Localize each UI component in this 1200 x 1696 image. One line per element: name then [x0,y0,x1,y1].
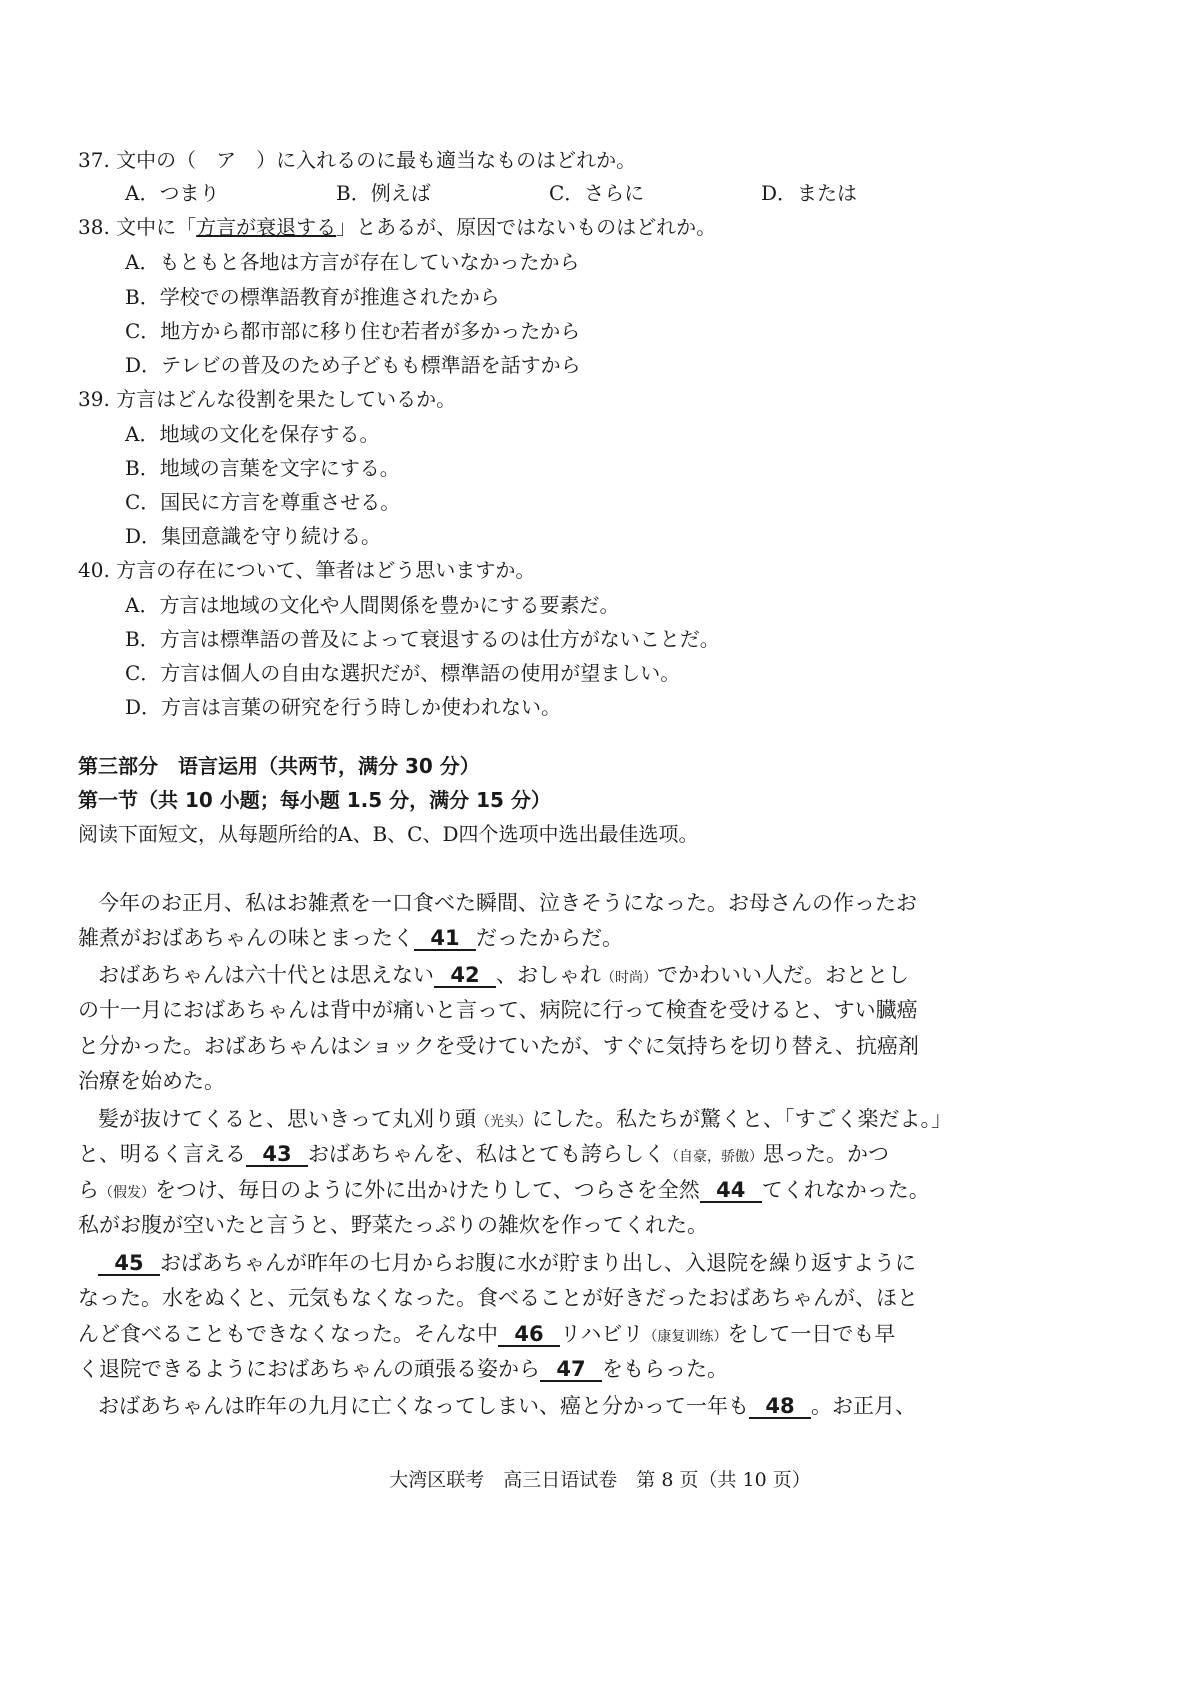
passage-line-13: んど食べることもできなくなった。そんな中 46 リハビリ（康复训练）をして一日でも早 [78,1322,896,1346]
question-40-option-b: B．方言は標準語の普及によって衰退するのは仕方がないことだ。 [125,627,720,651]
question-40-option-d: D．方言は言葉の研究を行う時しか使われない。 [125,695,562,719]
blank-42: 42 [434,964,496,988]
question-40-stem: 40. 方言の存在について、筆者はどう思いますか。 [78,558,536,582]
option-b: B．例えば [336,181,431,205]
option-d: D．または [761,181,858,205]
blank-43: 43 [246,1143,308,1167]
passage-line-15: おばあちゃんは昨年の九月に亡くなってしまい、癌と分かって一年も 48 。お正月、 [98,1394,916,1418]
page-footer: 大湾区联考 高三日语试卷 第 8 页（共 10 页） [389,1469,811,1491]
question-39-option-c: C．国民に方言を尊重させる。 [125,490,401,514]
question-40-option-c: C．方言は個人の自由な選択だが、標準語の使用が望ましい。 [125,661,681,685]
question-39-option-a: A．地域の文化を保存する。 [125,422,380,446]
option-c: C．さらに [549,181,645,205]
passage-line-6: 治療を始めた。 [78,1069,225,1093]
blank-44: 44 [700,1179,762,1203]
question-38-option-d: D．テレビの普及のため子どもも標準語を話すから [125,353,581,377]
passage-line-10: 私がお腹が空いたと言うと、野菜たっぷりの雑炊を作ってくれた。 [78,1213,708,1237]
question-38-option-b: B．学校での標準語教育が推進されたから [125,285,500,309]
passage-line-1: 今年のお正月、私はお雑煮を一口食べた瞬間、泣きそうになった。お母さんの作ったお [98,891,917,915]
passage-line-4: の十一月におばあちゃんは背中が痛いと言って、病院に行って検査を受けると、すい臓癌 [78,998,918,1022]
question-39-option-d: D．集団意識を守り続ける。 [125,524,382,548]
blank-46: 46 [498,1323,560,1347]
section-heading: 第三部分 语言运用（共两节，满分 30 分） [78,754,480,778]
question-38-option-a: A．もともと各地は方言が存在していなかったから [125,250,580,274]
passage-line-11: 45 おばあちゃんが昨年の七月からお腹に水が貯まり出し、入退院を繰り返すように [98,1250,916,1276]
passage-line-7: 髪が抜けてくると、思いきって丸刈り頭（光头）にした。私たちが驚くと、「すごく楽だよ。」 [98,1107,952,1131]
question-39-stem: 39. 方言はどんな役割を果たしているか。 [78,387,457,411]
passage-line-2: 雑煮がおばあちゃんの味とまったく 41 だったからだ。 [78,926,623,950]
blank-45: 45 [98,1252,160,1276]
passage-line-3: おばあちゃんは六十代とは思えない 42 、おしゃれ（时尚）でかわいい人だ。おととし [98,963,909,987]
passage-line-8: と、明るく言える 43 おばあちゃんを、私はとても誇らしく（自豪，骄傲）思った。かつ [78,1142,889,1166]
blank-47: 47 [540,1358,602,1382]
passage-line-9: ら（假发）をつけ、毎日のように外に出かけたりして、つらさを全然 44 てくれなかった。 [78,1178,930,1202]
question-40-option-a: A．方言は地域の文化や人間関係を豊かにする要素だ。 [125,593,620,617]
blank-48: 48 [749,1395,811,1419]
question-37-stem: 37. 文中の（ ア ）に入れるのに最も適当なものはどれか。 [78,148,637,172]
passage-line-14: く退院できるようにおばあちゃんの頑張る姿から 47 をもらった。 [78,1357,728,1381]
question-38-option-c: C．地方から都市部に移り住む若者が多かったから [125,319,581,343]
passage-line-12: なった。水をぬくと、元気もなくなった。食べることが好きだったおばあちゃんが、ほと [78,1286,918,1310]
blank-41: 41 [414,927,476,951]
passage-line-5: と分かった。おばあちゃんはショックを受けていたが、すぐに気持ちを切り替え、抗癌剤 [78,1034,919,1058]
option-a: A．つまり [125,181,220,205]
section-instruction: 阅读下面短文，从每题所给的A、B、C、D四个选项中选出最佳选项。 [78,822,699,846]
question-38-stem: 38. 文中に「方言が衰退する」とあるが、原因ではないものはどれか。 [78,215,717,239]
underlined-phrase: 方言が衰退する [196,215,337,239]
question-39-option-b: B．地域の言葉を文字にする。 [125,456,400,480]
subsection-heading: 第一节（共 10 小题；每小题 1.5 分，满分 15 分） [78,788,551,812]
